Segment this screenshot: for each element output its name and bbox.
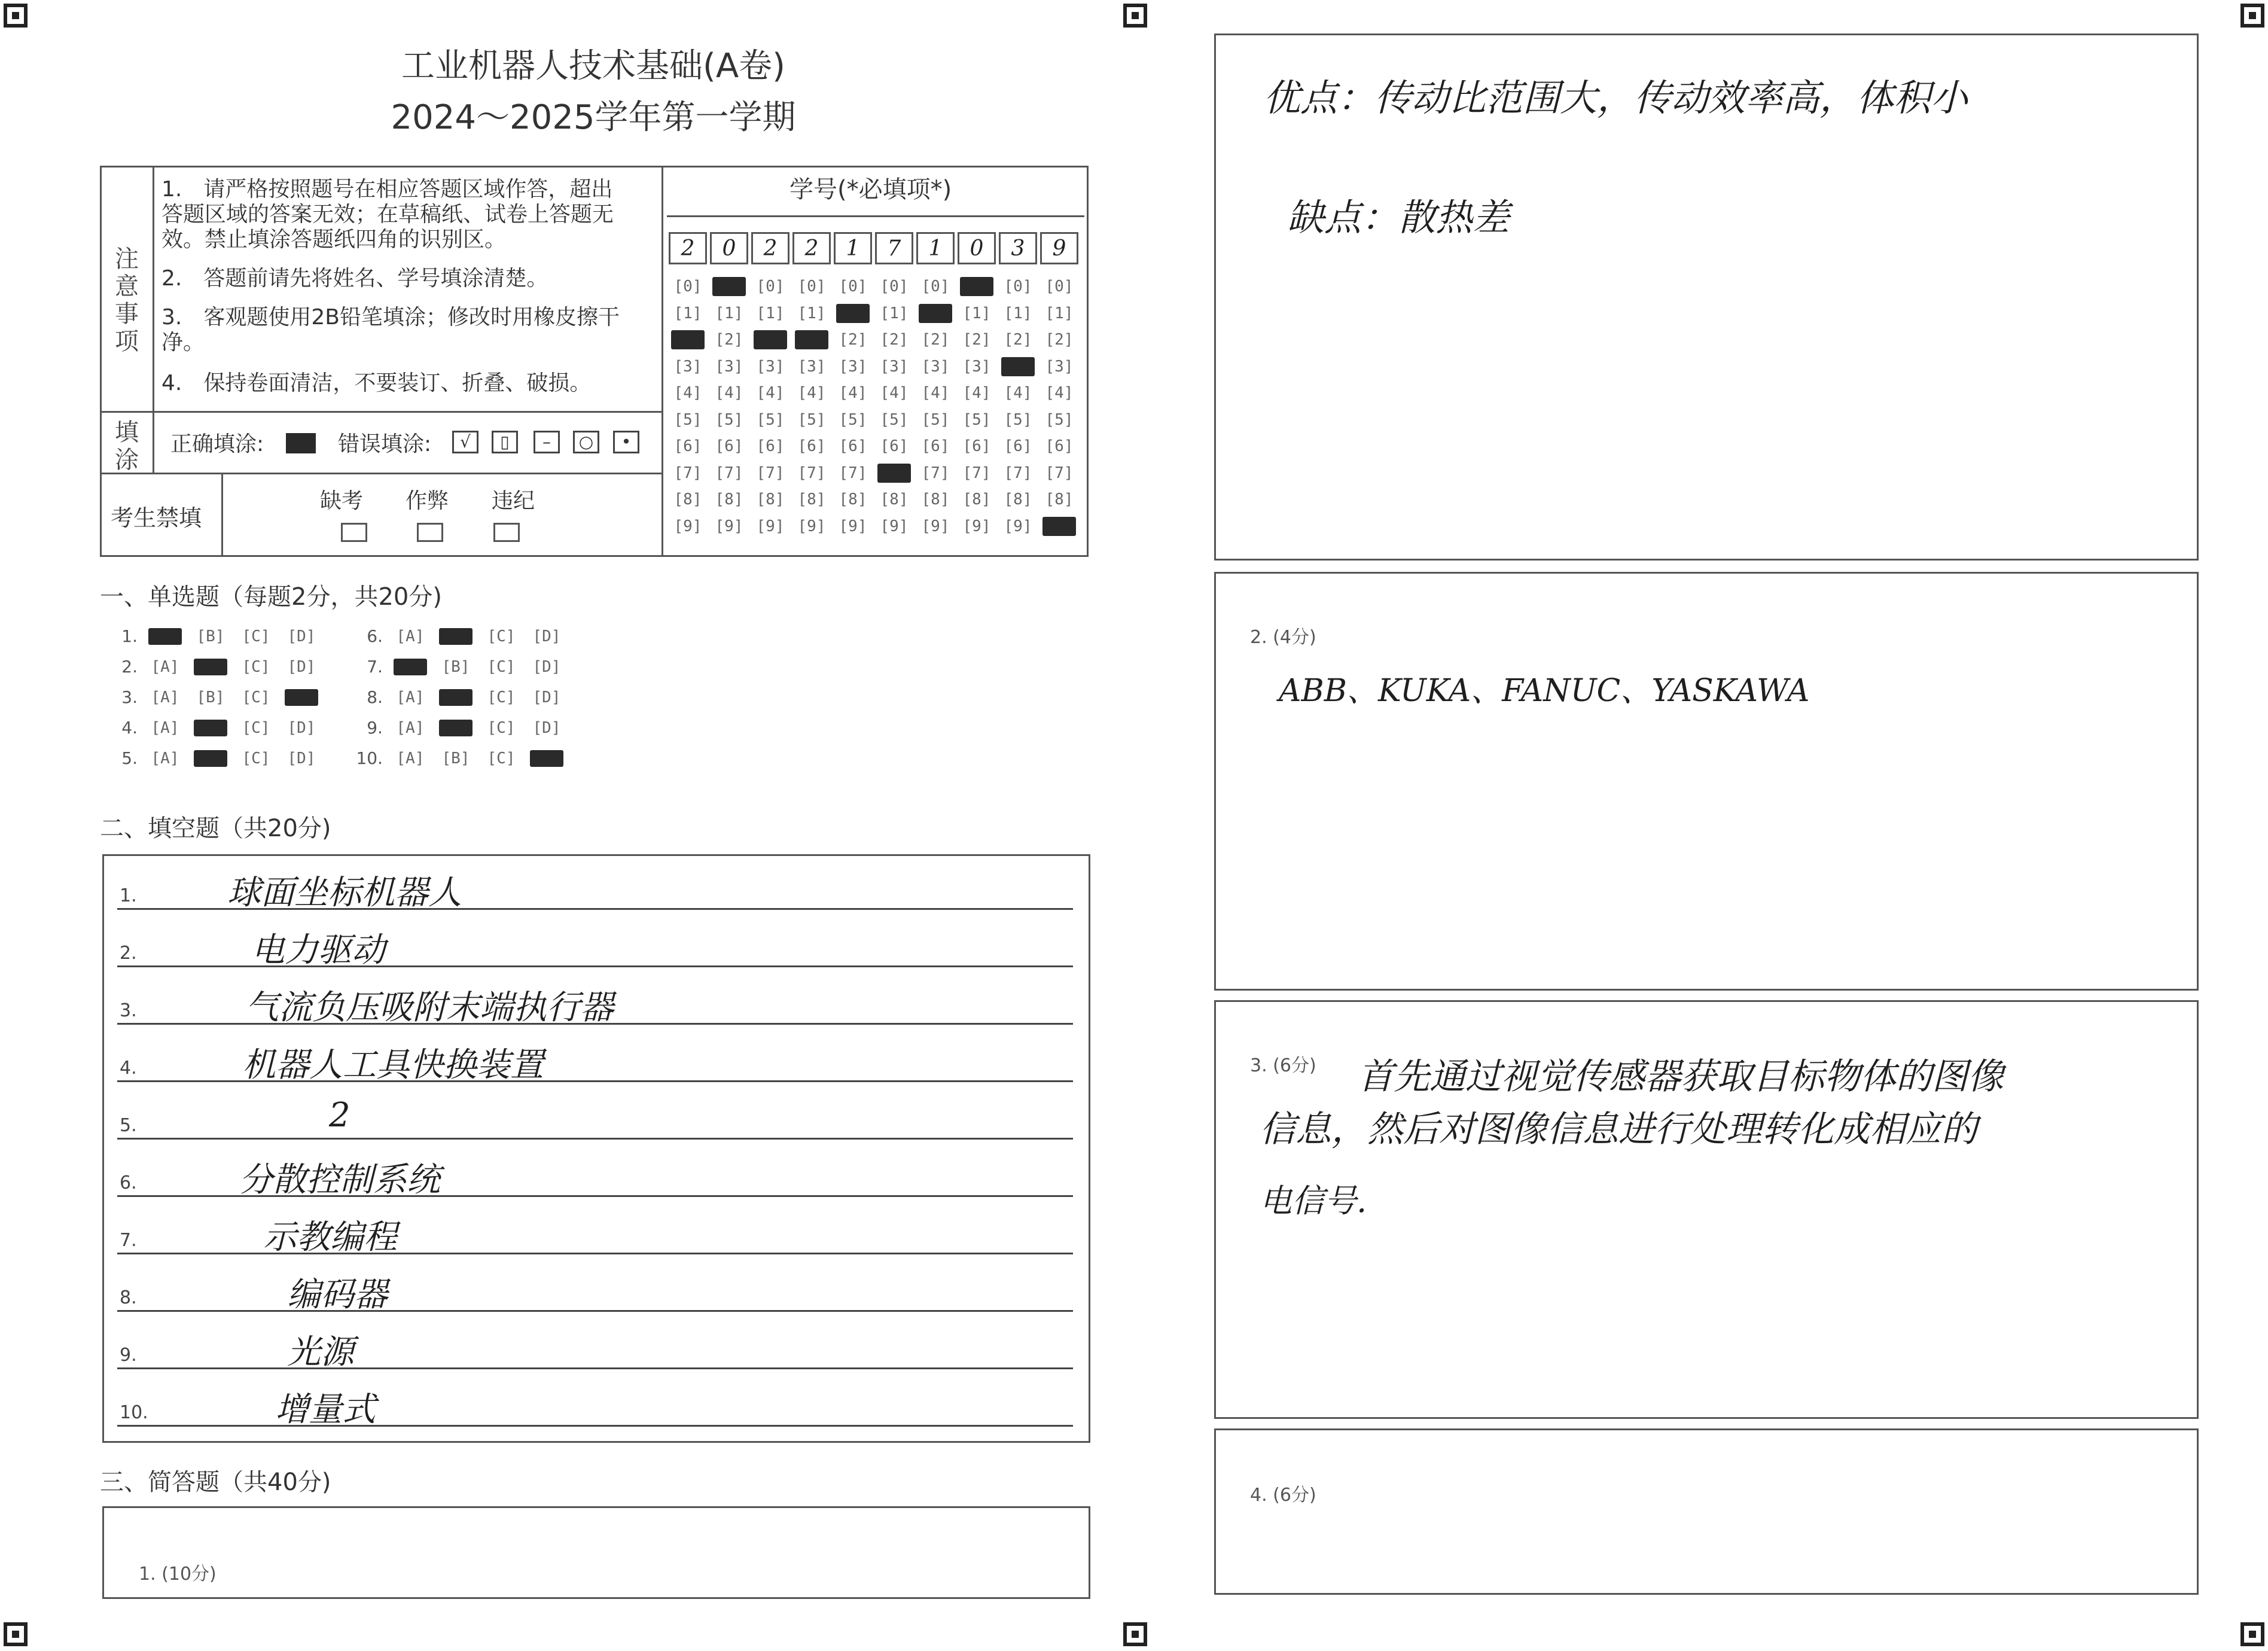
student-id-bubble[interactable]: [2] xyxy=(1004,331,1032,349)
forbid-absent-checkbox[interactable] xyxy=(341,523,367,542)
student-id-bubble[interactable]: [1] xyxy=(1004,304,1032,322)
student-id-bubble[interactable]: [9] xyxy=(756,517,785,535)
student-id-bubble[interactable]: [4] xyxy=(756,384,785,402)
student-id-bubble[interactable]: [1] xyxy=(673,304,702,322)
fill-blank-answer: 气流负压吸附末端执行器 xyxy=(245,988,614,1027)
student-id-bubble[interactable]: [3] xyxy=(1045,357,1074,376)
student-id-bubble[interactable]: [3] xyxy=(839,357,867,376)
fill-blank-answer: 电力驱动 xyxy=(251,931,385,970)
student-id-bubble-filled[interactable] xyxy=(1001,357,1035,376)
fill-label-char: 填 xyxy=(115,419,139,446)
fill-blank-number: 4. xyxy=(120,1058,137,1079)
student-id-bubble[interactable]: [8] xyxy=(756,491,785,508)
forbid-violation-checkbox[interactable] xyxy=(493,523,520,542)
student-id-digit-box: 0 xyxy=(958,232,996,264)
corner-marker-top-left xyxy=(4,4,28,28)
corner-marker-top-right xyxy=(2240,4,2264,28)
fill-blank-number: 6. xyxy=(120,1172,137,1193)
student-id-bubble[interactable]: [3] xyxy=(962,357,991,376)
student-id-bubble[interactable]: [9] xyxy=(921,517,950,535)
notice-label-char: 项 xyxy=(115,328,139,355)
student-id-bubble-filled[interactable] xyxy=(919,304,952,323)
student-id-bubble[interactable]: [6] xyxy=(1004,437,1032,455)
q4-label: 4. (6分) xyxy=(1250,1485,1316,1506)
wrong-sample-check: √ xyxy=(452,431,478,453)
student-id-bubble[interactable]: [8] xyxy=(1004,491,1032,508)
student-id-bubble[interactable]: [9] xyxy=(1004,517,1032,535)
q1-advantage-answer: 优点：传动比范围大，传动效率高，体积小 xyxy=(1263,76,1968,120)
mc-question-number: 10. xyxy=(356,748,383,768)
mc-option-filled[interactable] xyxy=(285,689,318,706)
mc-option[interactable]: [A] xyxy=(151,689,179,706)
wrong-fill-label: 错误填涂: xyxy=(338,432,432,456)
q3-label: 3. (6分) xyxy=(1250,1055,1316,1076)
student-id-bubble[interactable]: [5] xyxy=(1045,410,1074,429)
student-id-bubble[interactable]: [9] xyxy=(797,517,826,535)
mc-question-number: 9. xyxy=(367,718,383,738)
q1-label: 1. (10分) xyxy=(139,1564,217,1585)
student-id-bubble[interactable]: [2] xyxy=(880,331,909,349)
fill-blank-answer: 2 xyxy=(329,1096,350,1135)
fill-bottom-divider xyxy=(100,473,663,474)
student-id-bubble[interactable]: [2] xyxy=(715,331,743,349)
fill-blank-number: 9. xyxy=(120,1345,137,1366)
mc-question-number: 6. xyxy=(367,626,383,646)
student-id-bubble[interactable]: [5] xyxy=(962,410,991,429)
mc-question-number: 2. xyxy=(121,657,138,677)
mc-option[interactable]: [C] xyxy=(487,719,516,737)
student-id-bubble[interactable]: [9] xyxy=(962,517,991,535)
mc-option[interactable]: [C] xyxy=(242,750,270,767)
fill-blank-number: 1. xyxy=(120,885,137,906)
notice-label-char: 意 xyxy=(115,273,139,300)
student-id-bubble[interactable]: [0] xyxy=(756,278,785,296)
student-id-bubble[interactable]: [9] xyxy=(715,517,743,535)
student-id-bubble[interactable]: [2] xyxy=(839,331,867,349)
corner-marker-top-middle xyxy=(1123,4,1147,28)
student-id-bubble[interactable]: [6] xyxy=(962,437,991,455)
student-id-bubble[interactable]: [0] xyxy=(797,278,826,296)
mc-option[interactable]: [D] xyxy=(532,627,561,645)
mc-option[interactable]: [A] xyxy=(396,750,425,767)
mc-option[interactable]: [C] xyxy=(487,658,516,676)
student-id-bubble[interactable]: [7] xyxy=(1045,464,1074,482)
fill-label-divider xyxy=(153,411,154,474)
mc-option[interactable]: [D] xyxy=(532,719,561,737)
fill-blank-answer: 示教编程 xyxy=(263,1218,397,1257)
student-id-digit-box: 2 xyxy=(669,232,707,264)
mc-option[interactable]: [D] xyxy=(287,658,316,676)
student-id-bubble[interactable]: [4] xyxy=(797,384,826,402)
student-id-bubble[interactable]: [1] xyxy=(756,304,785,322)
notice-label-divider xyxy=(153,166,154,411)
student-id-bubble[interactable]: [9] xyxy=(839,517,867,535)
student-id-bubble[interactable]: [6] xyxy=(797,437,826,455)
forbid-label: 考生禁填 xyxy=(111,505,202,531)
student-id-bubble[interactable]: [6] xyxy=(756,437,785,455)
student-id-bubble[interactable]: [9] xyxy=(673,517,702,535)
student-id-bubble[interactable]: [7] xyxy=(962,464,991,482)
student-id-bubble[interactable]: [3] xyxy=(756,357,785,376)
mc-option[interactable]: [A] xyxy=(396,689,425,706)
mc-question-number: 3. xyxy=(121,687,138,707)
correct-fill-sample xyxy=(286,433,316,453)
student-id-bubble-filled[interactable] xyxy=(1042,517,1076,536)
fill-blank-answer: 编码器 xyxy=(287,1275,388,1314)
mc-option-filled[interactable] xyxy=(194,750,227,767)
student-id-bubble[interactable]: [5] xyxy=(921,410,950,429)
mc-option[interactable]: [C] xyxy=(487,627,516,645)
student-id-digit-box: 9 xyxy=(1040,232,1078,264)
q3-answer-line-1: 首先通过视觉传感器获取目标物体的图像 xyxy=(1358,1056,2004,1098)
student-id-bubble-filled[interactable] xyxy=(671,330,705,349)
notice-item-4: 4. 保持卷面清洁，不要装订、折叠、破损。 xyxy=(161,371,592,395)
correct-fill-label: 正确填涂: xyxy=(170,432,264,456)
student-id-digit-box: 7 xyxy=(875,232,913,264)
wrong-sample-dot: • xyxy=(613,431,639,453)
student-id-bubble-filled[interactable] xyxy=(712,277,746,296)
student-id-bubble[interactable]: [7] xyxy=(756,464,785,482)
exam-term: 2024～2025学年第一学期 xyxy=(391,98,796,137)
student-id-bubble[interactable]: [6] xyxy=(839,437,867,455)
mc-question-number: 4. xyxy=(121,718,138,738)
student-id-bubble[interactable]: [6] xyxy=(673,437,702,455)
student-id-bubble[interactable]: [4] xyxy=(839,384,867,402)
wrong-sample-partial: ▯ xyxy=(492,431,518,453)
student-id-bubble[interactable]: [3] xyxy=(921,357,950,376)
mc-option-filled[interactable] xyxy=(439,628,472,645)
mc-option[interactable]: [D] xyxy=(532,689,561,706)
student-id-underline xyxy=(667,215,1084,217)
fill-blank-number: 3. xyxy=(120,1000,137,1021)
student-id-digit-box: 2 xyxy=(751,232,789,264)
mc-question-number: 1. xyxy=(121,626,138,646)
forbid-cheat-label: 作弊 xyxy=(406,489,449,513)
student-id-bubble[interactable]: [0] xyxy=(673,278,702,296)
fill-blank-line xyxy=(117,1310,1073,1312)
mc-option[interactable]: [A] xyxy=(396,719,425,737)
mc-option[interactable]: [D] xyxy=(287,719,316,737)
short-answer-q2-box[interactable] xyxy=(1214,572,2199,991)
forbid-violation-label: 违纪 xyxy=(492,489,535,513)
student-id-bubble[interactable]: [1] xyxy=(962,304,991,322)
student-id-bubble[interactable]: [8] xyxy=(715,491,743,508)
mc-option-filled[interactable] xyxy=(530,750,563,767)
student-id-bubble[interactable]: [5] xyxy=(715,410,743,429)
mc-option[interactable]: [D] xyxy=(287,750,316,767)
mc-option-filled[interactable] xyxy=(439,689,472,706)
mc-option[interactable]: [B] xyxy=(441,750,470,767)
forbid-cheat-checkbox[interactable] xyxy=(417,523,443,542)
student-id-bubble[interactable]: [5] xyxy=(797,410,826,429)
notice-item-1: 1. 请严格按照题号在相应答题区域作答，超出答题区域的答案无效；在草稿纸、试卷上答题无效。禁止填涂答题纸四角的识别区。 xyxy=(161,177,614,252)
student-id-bubble[interactable]: [4] xyxy=(715,384,743,402)
mc-option[interactable]: [B] xyxy=(441,658,470,676)
exam-title: 工业机器人技术基础(A卷) xyxy=(401,47,785,86)
fill-blank-number: 7. xyxy=(120,1230,137,1251)
student-id-digit-box: 2 xyxy=(792,232,831,264)
student-id-bubble[interactable]: [4] xyxy=(1004,384,1032,402)
mc-option[interactable]: [A] xyxy=(396,627,425,645)
student-id-digit-box: 1 xyxy=(916,232,955,264)
fill-blank-box xyxy=(102,854,1090,1443)
section3-heading: 三、简答题（共40分) xyxy=(100,1469,331,1496)
notice-item-2: 2. 答题前请先将姓名、学号填涂清楚。 xyxy=(161,266,548,291)
student-id-bubble[interactable]: [8] xyxy=(673,491,702,508)
fill-blank-answer: 球面坐标机器人 xyxy=(227,873,462,912)
student-id-bubble[interactable]: [8] xyxy=(797,491,826,508)
section2-heading: 二、填空题（共20分) xyxy=(100,815,331,842)
fill-blank-number: 2. xyxy=(120,943,137,964)
fill-blank-line xyxy=(117,1367,1073,1369)
student-id-bubble[interactable]: [5] xyxy=(880,410,909,429)
q2-answer: ABB、KUKA、FANUC、YASKAWA xyxy=(1279,673,1810,709)
student-id-bubble[interactable]: [4] xyxy=(921,384,950,402)
student-id-bubble-filled[interactable] xyxy=(960,277,993,296)
table-divider-vertical xyxy=(662,166,663,557)
student-id-bubble[interactable]: [1] xyxy=(715,304,743,322)
student-id-bubble[interactable]: [7] xyxy=(797,464,826,482)
student-id-bubble[interactable]: [3] xyxy=(797,357,826,376)
student-id-bubble[interactable]: [7] xyxy=(673,464,702,482)
fill-label-char: 涂 xyxy=(115,446,139,474)
mc-option[interactable]: [C] xyxy=(242,689,270,706)
mc-option[interactable]: [C] xyxy=(242,658,270,676)
mc-option-filled[interactable] xyxy=(194,659,227,675)
student-id-bubble[interactable]: [4] xyxy=(1045,384,1074,402)
wrong-sample-circle: ○ xyxy=(573,431,599,453)
mc-option[interactable]: [A] xyxy=(151,750,179,767)
fill-blank-number: 10. xyxy=(120,1402,148,1423)
forbid-absent-label: 缺考 xyxy=(320,489,364,513)
notice-label-char: 事 xyxy=(115,300,139,328)
fill-blank-answer: 分散控制系统 xyxy=(239,1160,440,1199)
student-id-bubble-filled[interactable] xyxy=(877,464,911,483)
fill-blank-answer: 增量式 xyxy=(275,1390,376,1429)
mc-question-number: 7. xyxy=(367,657,383,677)
mc-question-number: 5. xyxy=(121,748,138,768)
mc-option[interactable]: [D] xyxy=(532,658,561,676)
student-id-bubble-filled[interactable] xyxy=(836,304,870,323)
short-answer-q1-box-left xyxy=(102,1506,1090,1599)
mc-option[interactable]: [B] xyxy=(196,627,225,645)
mc-option[interactable]: [C] xyxy=(242,627,270,645)
student-id-digit-box: 0 xyxy=(710,232,748,264)
student-id-bubble-filled[interactable] xyxy=(795,330,828,349)
student-id-digit-box: 3 xyxy=(999,232,1037,264)
mc-option[interactable]: [C] xyxy=(242,719,270,737)
student-id-bubble[interactable]: [6] xyxy=(1045,437,1074,455)
student-id-bubble[interactable]: [5] xyxy=(1004,410,1032,429)
student-id-bubble[interactable]: [9] xyxy=(880,517,909,535)
student-id-bubble[interactable]: [0] xyxy=(839,278,867,296)
corner-marker-bottom-left xyxy=(4,1622,28,1646)
student-id-bubble[interactable]: [8] xyxy=(921,491,950,508)
student-id-bubble[interactable]: [1] xyxy=(880,304,909,322)
student-id-label: 学号(*必填项*) xyxy=(789,176,952,203)
notice-label-char: 注 xyxy=(115,245,139,273)
student-id-bubble[interactable]: [0] xyxy=(921,278,950,296)
student-id-bubble-filled[interactable] xyxy=(754,330,787,349)
student-id-bubble[interactable]: [5] xyxy=(673,410,702,429)
mc-option-filled[interactable] xyxy=(394,659,427,675)
mc-option[interactable]: [D] xyxy=(287,627,316,645)
corner-marker-bottom-right xyxy=(2240,1622,2264,1646)
student-id-bubble[interactable]: [2] xyxy=(962,331,991,349)
q2-label: 2. (4分) xyxy=(1250,627,1316,648)
student-id-bubble[interactable]: [2] xyxy=(921,331,950,349)
fill-blank-line xyxy=(117,1425,1073,1427)
q3-answer-line-3: 电信号. xyxy=(1260,1182,1367,1220)
q3-answer-line-2: 信息，然后对图像信息进行处理转化成相应的 xyxy=(1260,1108,1977,1150)
student-id-bubble[interactable]: [6] xyxy=(880,437,909,455)
student-id-bubble[interactable]: [8] xyxy=(962,491,991,508)
student-id-bubble[interactable]: [7] xyxy=(715,464,743,482)
section1-heading: 一、单选题（每题2分，共20分) xyxy=(100,583,442,611)
student-id-bubble[interactable]: [1] xyxy=(797,304,826,322)
student-id-bubble[interactable]: [5] xyxy=(839,410,867,429)
fill-blank-answer: 机器人工具快换装置 xyxy=(242,1046,544,1085)
student-id-bubble[interactable]: [7] xyxy=(839,464,867,482)
notice-bottom-divider xyxy=(100,411,663,413)
notice-item-3: 3. 客观题使用2B铅笔填涂；修改时用橡皮擦干净。 xyxy=(161,305,620,355)
fill-blank-line xyxy=(117,1138,1073,1140)
mc-option-filled[interactable] xyxy=(148,628,182,645)
student-id-bubble[interactable]: [4] xyxy=(962,384,991,402)
fill-blank-number: 5. xyxy=(120,1115,137,1136)
short-answer-q4-box[interactable] xyxy=(1214,1428,2199,1595)
mc-option[interactable]: [B] xyxy=(196,689,225,706)
mc-option[interactable]: [C] xyxy=(487,689,516,706)
student-id-bubble[interactable]: [3] xyxy=(673,357,702,376)
student-id-bubble[interactable]: [8] xyxy=(880,491,909,508)
mc-question-number: 8. xyxy=(367,687,383,707)
fill-blank-number: 8. xyxy=(120,1287,137,1308)
student-id-bubble[interactable]: [0] xyxy=(880,278,909,296)
mc-option[interactable]: [A] xyxy=(151,658,179,676)
forbid-label-divider xyxy=(221,473,223,557)
fill-blank-answer: 光源 xyxy=(287,1333,354,1372)
student-id-bubble[interactable]: [6] xyxy=(715,437,743,455)
mc-option-filled[interactable] xyxy=(194,720,227,736)
student-id-bubble[interactable]: [6] xyxy=(921,437,950,455)
corner-marker-bottom-middle xyxy=(1123,1622,1147,1646)
student-id-digit-box: 1 xyxy=(834,232,872,264)
student-id-bubble[interactable]: [4] xyxy=(880,384,909,402)
fill-blank-line xyxy=(117,1253,1073,1254)
student-id-bubble[interactable]: [3] xyxy=(880,357,909,376)
mc-option[interactable]: [C] xyxy=(487,750,516,767)
student-id-bubble[interactable]: [7] xyxy=(1004,464,1032,482)
student-id-bubble[interactable]: [8] xyxy=(839,491,867,508)
wrong-sample-dash: – xyxy=(534,431,560,453)
student-id-bubble[interactable]: [8] xyxy=(1045,491,1074,508)
student-id-bubble[interactable]: [7] xyxy=(921,464,950,482)
student-id-bubble[interactable]: [3] xyxy=(715,357,743,376)
student-id-bubble[interactable]: [4] xyxy=(673,384,702,402)
q1-disadvantage-answer: 缺点：散热差 xyxy=(1287,196,1510,239)
student-id-bubble[interactable]: [5] xyxy=(756,410,785,429)
student-id-bubble[interactable]: [0] xyxy=(1045,278,1074,296)
student-id-bubble[interactable]: [1] xyxy=(1045,304,1074,322)
student-id-bubble[interactable]: [2] xyxy=(1045,331,1074,349)
mc-option[interactable]: [A] xyxy=(151,719,179,737)
mc-option-filled[interactable] xyxy=(439,720,472,736)
student-id-bubble[interactable]: [0] xyxy=(1004,278,1032,296)
